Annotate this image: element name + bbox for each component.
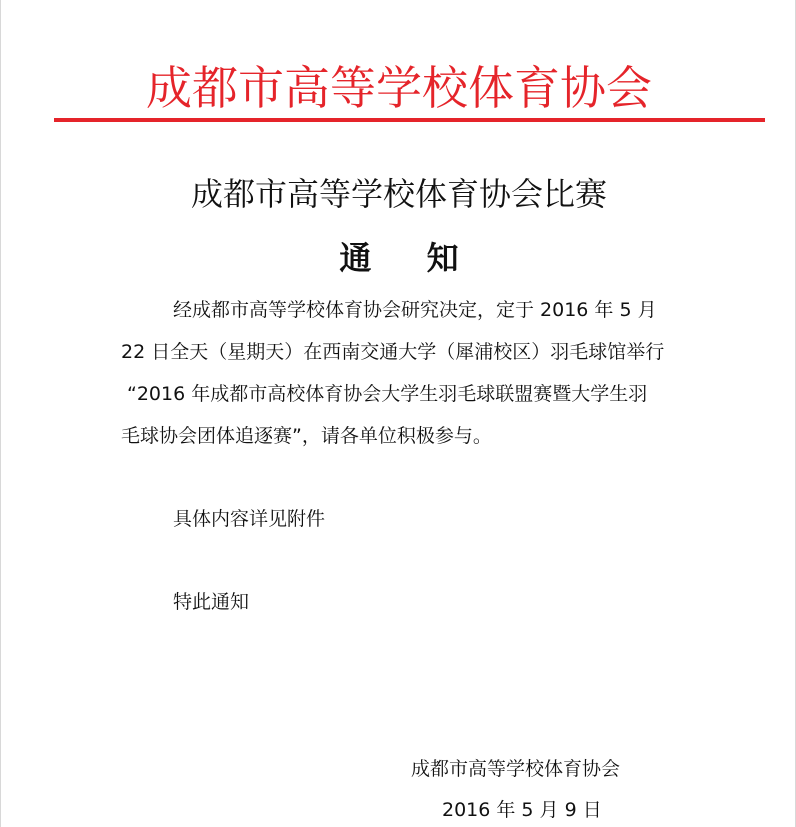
letterhead-org-name: 成都市高等学校体育协会 [146,61,652,115]
attachment-note: 具体内容详见附件 [173,508,326,530]
body-line-2: 22 日全天（星期天）在西南交通大学（犀浦校区）羽毛球馆举行 [121,341,665,363]
body-line-4: 毛球协会团体追逐赛”，请各单位积极参与。 [121,425,492,447]
document-title: 成都市高等学校体育协会比赛 [190,175,607,213]
signature-date: 2016 年 5 月 9 日 [442,799,602,821]
body-line-1: 经成都市高等学校体育协会研究决定，定于 2016 年 5 月 [173,299,657,321]
letterhead-red-rule [54,118,765,122]
signature-org: 成都市高等学校体育协会 [411,758,621,780]
document-subtitle: 通 知 [339,239,481,277]
closing-remark: 特此通知 [173,591,250,613]
body-line-3: “2016 年成都市高校体育协会大学生羽毛球联盟赛暨大学生羽 [127,383,648,405]
